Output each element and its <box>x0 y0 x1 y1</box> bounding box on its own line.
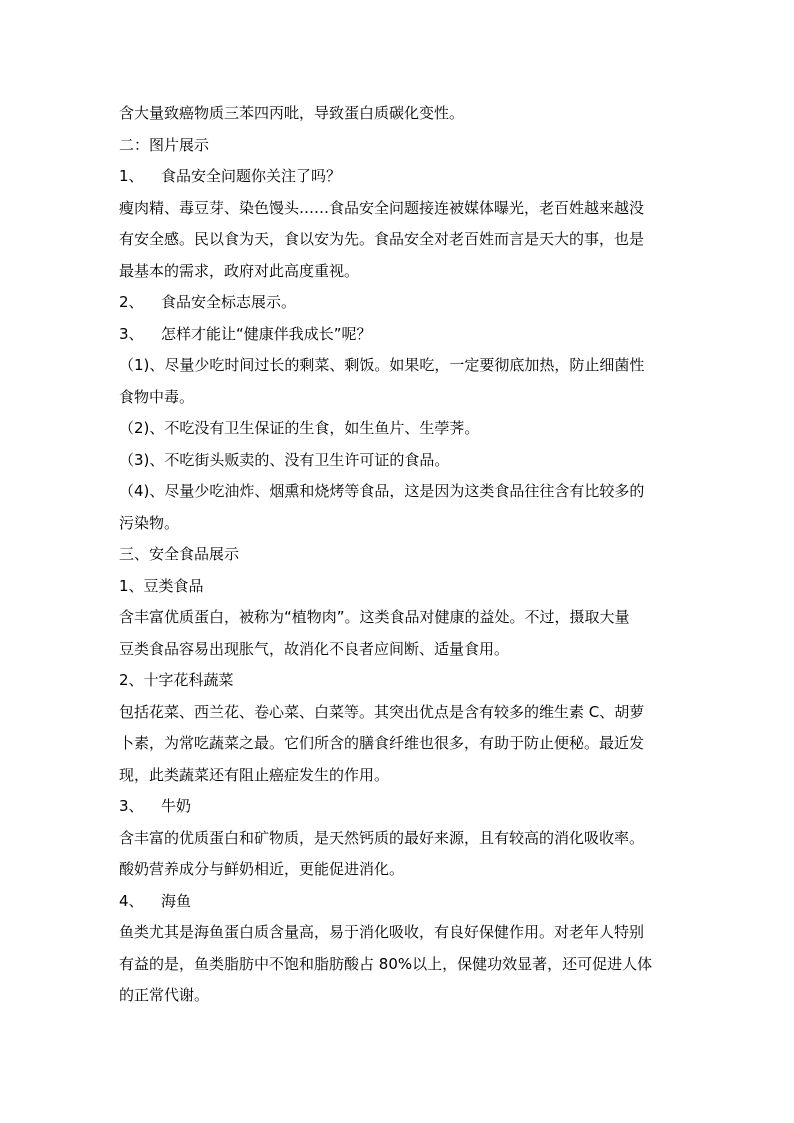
subheading: 2、十字花科蔬菜 <box>119 671 234 689</box>
subheading: 1、豆类食品 <box>119 576 204 595</box>
text-line: 食物中毒。 <box>119 387 195 406</box>
text-line: 豆类食品容易出现胀气，故消化不良者应间断、适量食用。 <box>119 639 510 658</box>
text-line: 最基本的需求，政府对此高度重视。 <box>119 261 360 280</box>
text-line: 有益的是，鱼类脂肪中不饱和脂肪酸占 80%以上，保健功效显著，还可促进人体 <box>119 954 653 973</box>
item-number: 3、 <box>119 797 144 815</box>
text-line: （2)、不吃没有卫生保证的生食，如生鱼片、生荸荠。 <box>119 419 480 437</box>
text-line: 的正常代谢。 <box>119 986 210 1004</box>
text-line: （3)、不吃街头贩卖的、没有卫生许可证的食品。 <box>119 450 450 469</box>
text-line: 鱼类尤其是海鱼蛋白质含量高，易于消化吸收，有良好保健作用。对老年人特别 <box>119 923 645 941</box>
text-line: 含丰富优质蛋白，被称为“植物肉”。这类食品对健康的益处。不过，摄取大量 <box>119 608 630 626</box>
item-text: 食品安全标志展示。 <box>161 293 297 311</box>
item-number: 1、 <box>119 167 144 185</box>
document-body <box>119 98 679 1012</box>
text-line: （4)、尽量少吃油炸、烟熏和烧烤等食品，这是因为这类食品往往含有比较多的 <box>119 482 645 500</box>
text-line: （1)、尽量少吃时间过长的剩菜、剩饭。如果吃，一定要彻底加热，防止细菌性 <box>119 356 645 374</box>
text-line: 含大量致癌物质三苯四丙吡，导致蛋白质碳化变性。 <box>119 104 465 122</box>
text-line: 现，此类蔬菜还有阻止癌症发生的作用。 <box>119 765 390 784</box>
text-line: 包括花菜、西兰花、卷心菜、白菜等。其突出优点是含有较多的维生素 C、胡萝 <box>119 702 645 721</box>
item-text: 牛奶 <box>161 797 192 815</box>
numbered-item <box>119 287 679 319</box>
text-line: 污染物。 <box>119 513 180 532</box>
text-line: 酸奶营养成分与鲜奶相近，更能促进消化。 <box>119 860 405 878</box>
item-number: 4、 <box>119 891 144 910</box>
text-line: 含丰富的优质蛋白和矿物质，是天然钙质的最好来源，且有较高的消化吸收率。 <box>119 828 645 847</box>
numbered-item <box>119 319 679 351</box>
item-number: 2、 <box>119 293 144 311</box>
item-text: 怎样才能让“健康伴我成长”呢？ <box>161 324 372 343</box>
text-line: 有安全感。民以食为天，食以安为先。食品安全对老百姓而言是天大的事，也是 <box>119 230 645 248</box>
section-heading: 三、安全食品展示 <box>119 545 240 563</box>
item-text: 海鱼 <box>161 891 192 910</box>
text-line: 卜素，为常吃蔬菜之最。它们所含的膳食纤维也很多，有助于防止便秘。最近发 <box>119 734 645 752</box>
item-number: 3、 <box>119 324 144 343</box>
numbered-item <box>119 161 679 193</box>
text-line: 瘦肉精、毒豆芽、染色馒头……食品安全问题接连被媒体曝光，老百姓越来越没 <box>119 198 645 217</box>
numbered-item <box>119 886 679 918</box>
numbered-item <box>119 791 679 823</box>
section-heading: 二：图片展示 <box>119 135 210 154</box>
item-text: 食品安全问题你关注了吗？ <box>161 167 342 185</box>
